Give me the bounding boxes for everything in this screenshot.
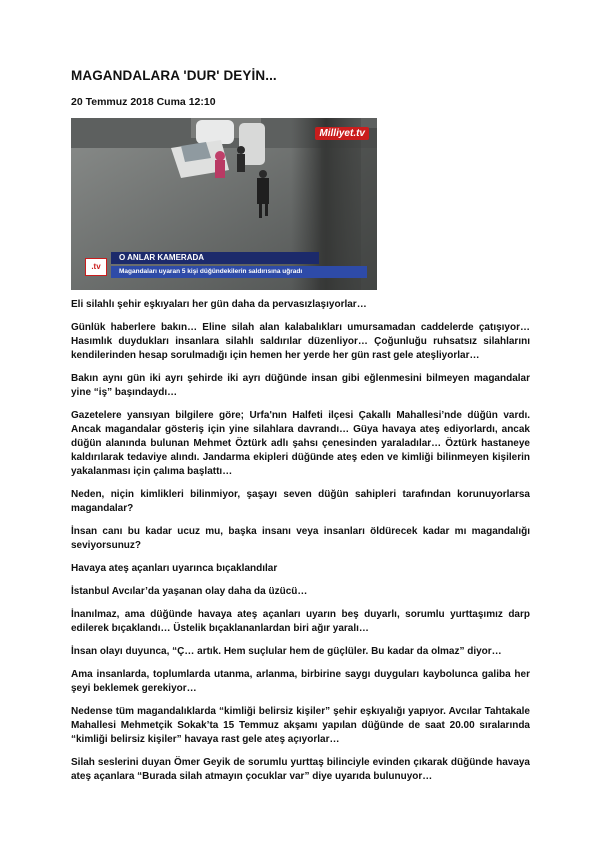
article-date: 20 Temmuz 2018 Cuma 12:10 xyxy=(71,96,216,108)
milliyet-tv-logo: Milliyet.tv xyxy=(315,127,369,140)
paragraph: Günlük haberlere bakın… Eline silah alan kalabalıkları umursamadan caddelerde çatışıyor… Hasımlık duydukları insanlara silahlı saldırılar düzenliyor… Çoğunluğu ruhsatsız silahlarını kendilerinden hesap sorulmadığı için hemen her yerde her gün rast gele ateşliyorlar… xyxy=(71,322,530,361)
subheading: Havaya ateş açanları uyarınca bıçaklandılar xyxy=(71,563,278,574)
paragraph: Silah seslerini duyan Ömer Geyik de sorumlu yurttaş bilinciyle evinden çıkarak düğünde havaya ateş açanlara “Burada silah atmayın çocuklar var” diye uyarıda bulunuyor… xyxy=(71,757,530,782)
paragraph: Ama insanlarda, toplumlarda utanma, arlanma, birbirine saygı duyguları kaybolunca galiba her şeyi beklemek gerekiyor… xyxy=(71,669,530,694)
paragraph: İnsan olayı duyunca, “Ç… artık. Hem suçlular hem de güçlüler. Bu kadar da olmaz” diyor… xyxy=(71,646,502,657)
news-photo xyxy=(71,118,377,290)
paragraph: Eli silahlı şehir eşkıyaları her gün daha da pervasızlaşıyorlar… xyxy=(71,299,367,310)
paragraph: Gazetelere yansıyan bilgilere göre; Urfa'nın Halfeti ilçesi Çakallı Mahallesi’nde düğün vardı. Ancak magandalar gösteriş için yine silahlara davrandı… Güya havaya ateş ediyorlardı, ancak düğün alanında bulunan Mehmet Öztürk adlı şahsı çenesinden yaraladılar… Öztürk hastaneye kaldırılarak tedaviye alındı. Jandarma ekipleri düğünde ateş eden ve kimliği bilinmeyen kişilerin yakalanması için çalıma başlattı… xyxy=(71,410,530,477)
paragraph: İnsan canı bu kadar ucuz mu, başka insanı veya insanları öldürecek kadar mı magandalığı seviyorsunuz? xyxy=(71,526,530,551)
paragraph: Nedense tüm magandalıklarda “kimliği belirsiz kişiler” şehir eşkıyalığı yapıyor. Avcılar Tahtakale Mahallesi Mehmetçik Sokak’ta 15 Temmuz akşamı yapılan düğünde de saat 20.00 sıralarında “kimliği belirsiz kişiler” havaya rast gele ateş açıyorlar… xyxy=(71,706,530,745)
tv-badge-icon: .tv xyxy=(85,258,107,276)
paragraph: İstanbul Avcılar’da yaşanan olay daha da üzücü… xyxy=(71,586,308,597)
banner-title: O ANLAR KAMERADA xyxy=(111,252,319,264)
article-title: MAGANDALARA 'DUR' DEYİN... xyxy=(71,68,277,83)
banner-subtitle: Magandaları uyaran 5 kişi düğündekilerin saldırısına uğradı xyxy=(111,266,367,278)
paragraph: Neden, niçin kimlikleri bilinmiyor, şaşayı seven düğün sahipleri tarafından korunuyorlarsa magandalar? xyxy=(71,489,530,514)
paragraph: Bakın aynı gün iki ayrı şehirde iki ayrı düğünde insan gibi eğlenmesini bilmeyen magandalar yine “iş” başındaydı… xyxy=(71,373,530,398)
paragraph: İnanılmaz, ama düğünde havaya ateş açanları uyarın beş duyarlı, sorumlu yurttaşımız darp edilerek bıçaklandı… Üstelik bıçaklananlardan biri ağır yaralı… xyxy=(71,609,530,634)
article-body xyxy=(71,298,530,793)
